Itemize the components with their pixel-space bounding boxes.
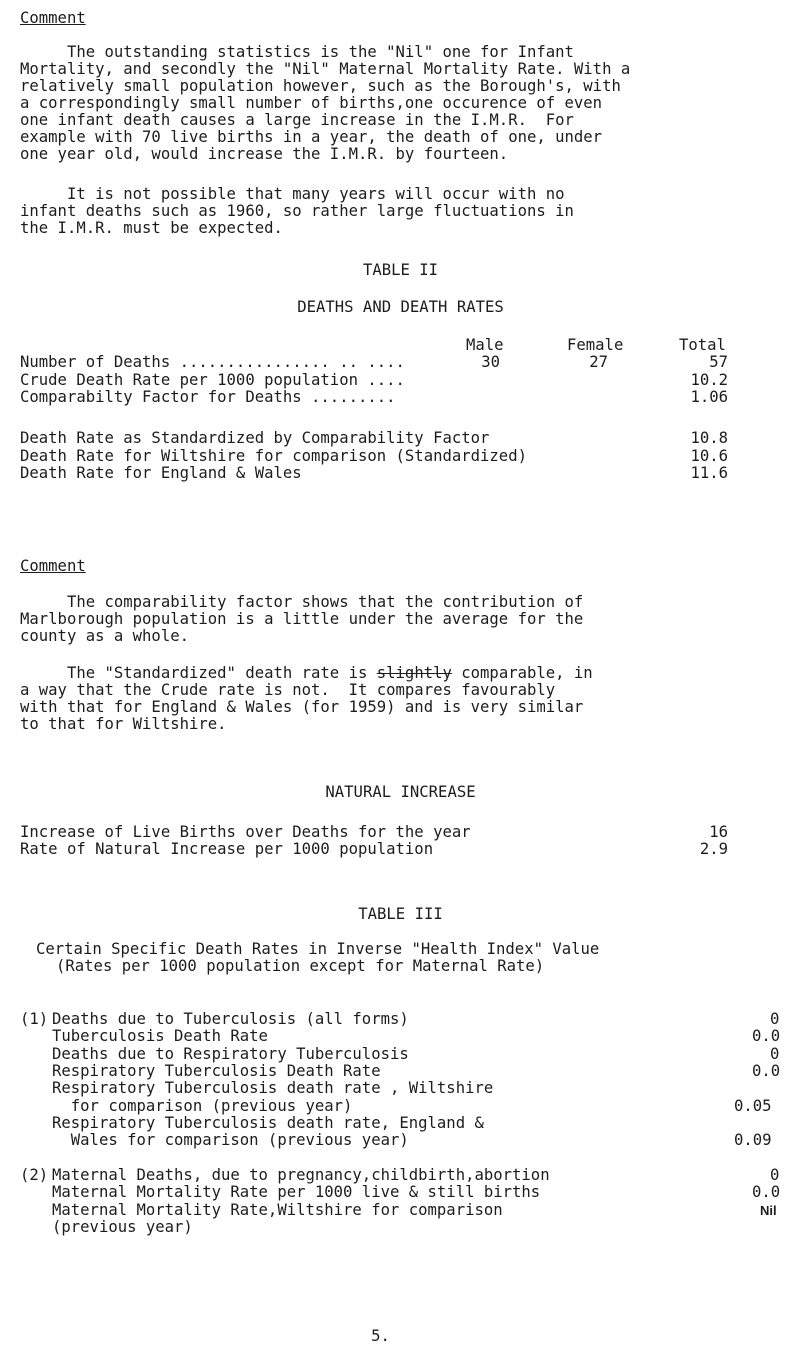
natural-increase-title: NATURAL INCREASE — [325, 783, 476, 801]
text-line: It is not possible that many years will occur with no — [20, 185, 565, 203]
comment2-paragraph-2: The "Standardized" death rate is slightly comparable, in a way that the Crude rate is not. It compares favourably with that for England & Wales (for 1959) and is very similar to that for Wiltshire. — [20, 665, 790, 733]
section-2-number: (2) — [20, 1166, 49, 1184]
health-index-value: 0.0 — [752, 1061, 781, 1080]
male-value — [470, 372, 500, 389]
health-index-label: Wales for comparison (previous year) — [52, 1131, 409, 1150]
text-line: The comparability factor shows that the contribution of — [20, 593, 584, 611]
health-index-value: 0.0 — [752, 1027, 781, 1046]
total-value: 1.06 — [690, 388, 728, 406]
total-value: 10.2 — [690, 371, 728, 389]
comment-paragraph-2 — [20, 186, 790, 237]
section-1-number: (1) — [20, 1010, 49, 1028]
table-row-label: Number of Deaths ................ .. .... — [20, 353, 405, 371]
table-row-label: Crude Death Rate per 1000 population .... — [20, 371, 405, 389]
female-value — [578, 389, 608, 406]
text-line: one infant death causes a large increase in the I.M.R. For — [20, 111, 574, 129]
text-line: one year old, would increase the I.M.R. by fourteen. — [20, 145, 509, 163]
health-index-value: 0.09 — [734, 1131, 772, 1150]
female-value — [578, 372, 608, 389]
text-line: Marlborough population is a little under the average for the — [20, 610, 584, 628]
table-row-label: Death Rate for England & Wales — [20, 464, 302, 482]
struck-word: slightly — [376, 664, 452, 682]
health-index-label: Respiratory Tuberculosis death rate, England & — [52, 1113, 484, 1132]
male-value — [470, 389, 500, 406]
text-line: example with 70 live births in a year, the death of one, under — [20, 128, 603, 146]
comment2-paragraph-1 — [20, 594, 790, 645]
health-index-label: Deaths due to Tuberculosis (all forms) — [52, 1010, 409, 1028]
health-index-value: 0 — [770, 1166, 780, 1184]
table-iii-subtitle: Certain Specific Death Rates in Inverse "Health Index" Value (Rates per 1000 population except for Maternal Rate) — [36, 940, 600, 975]
natural-increase-value: 16 — [709, 823, 728, 841]
health-index-value: 0.0 — [752, 1183, 781, 1202]
col-male-header: Male — [466, 336, 504, 354]
col-female-header: Female — [567, 336, 624, 354]
natural-increase-label: Rate of Natural Increase per 1000 population — [20, 840, 434, 858]
text-line: to that for Wiltshire. — [20, 715, 227, 733]
table-ii-subtitle: DEATHS AND DEATH RATES — [297, 298, 504, 316]
total-value: 10.6 — [690, 447, 728, 465]
table-row-label: Death Rate as Standardized by Comparability Factor — [20, 429, 490, 447]
text-line: a way that the Crude rate is not. It compares favourably — [20, 681, 556, 699]
table-ii-title: TABLE II — [362, 261, 439, 279]
table-row-label: Comparabilty Factor for Deaths ......... — [20, 388, 396, 406]
text-line: relatively small population however, such as the Borough's, with — [20, 77, 621, 95]
text-line: infant deaths such as 1960, so rather large fluctuations in — [20, 202, 574, 220]
text-line: a correspondingly small number of births,one occurence of even — [20, 94, 603, 112]
total-value: 11.6 — [690, 464, 728, 482]
text-line: The outstanding statistics is the "Nil" one for Infant — [20, 43, 574, 61]
male-value: 30 — [481, 353, 500, 371]
comment-heading-1: Comment — [20, 9, 86, 27]
health-index-value: 0.05 — [734, 1096, 772, 1115]
health-index-label: Tuberculosis Death Rate — [52, 1027, 268, 1046]
col-total-header: Total — [679, 336, 726, 354]
health-index-label: Respiratory Tuberculosis death rate , Wiltshire — [52, 1079, 494, 1098]
natural-increase-label: Increase of Live Births over Deaths for the year — [20, 823, 471, 841]
health-index-value: 0 — [770, 1044, 780, 1063]
health-index-label: Deaths due to Respiratory Tuberculosis — [52, 1044, 409, 1063]
text-line: Mortality, and secondly the "Nil" Maternal Mortality Rate. With a — [20, 60, 631, 78]
natural-increase-value: 2.9 — [699, 840, 728, 858]
health-index-label: Maternal Deaths, due to pregnancy,childbirth,abortion — [52, 1166, 550, 1184]
text-line: county as a whole. — [20, 627, 189, 645]
health-index-label: for comparison (previous year) — [52, 1096, 353, 1115]
text-line: the I.M.R. must be expected. — [20, 219, 283, 237]
text-line: with that for England & Wales (for 1959) and is very similar — [20, 698, 584, 716]
health-index-label: Respiratory Tuberculosis Death Rate — [52, 1061, 381, 1080]
health-index-label: Maternal Mortality Rate per 1000 live & still births — [52, 1183, 541, 1202]
female-value: 27 — [589, 353, 608, 371]
total-value: 57 — [709, 353, 728, 371]
page-number: 5. — [371, 1327, 390, 1345]
comment-heading-2: Comment — [20, 557, 86, 575]
table-row-label: Death Rate for Wiltshire for comparison (Standardized) — [20, 447, 527, 465]
comment-paragraph-1 — [20, 44, 790, 163]
health-index-value: 0 — [770, 1010, 780, 1028]
table-iii-title: TABLE III — [358, 905, 443, 923]
total-value: 10.8 — [690, 429, 728, 447]
health-index-label: Maternal Mortality Rate,Wiltshire for comparison — [52, 1200, 503, 1219]
health-index-value: Nil — [760, 1202, 777, 1218]
health-index-label: (previous year) — [52, 1217, 193, 1236]
